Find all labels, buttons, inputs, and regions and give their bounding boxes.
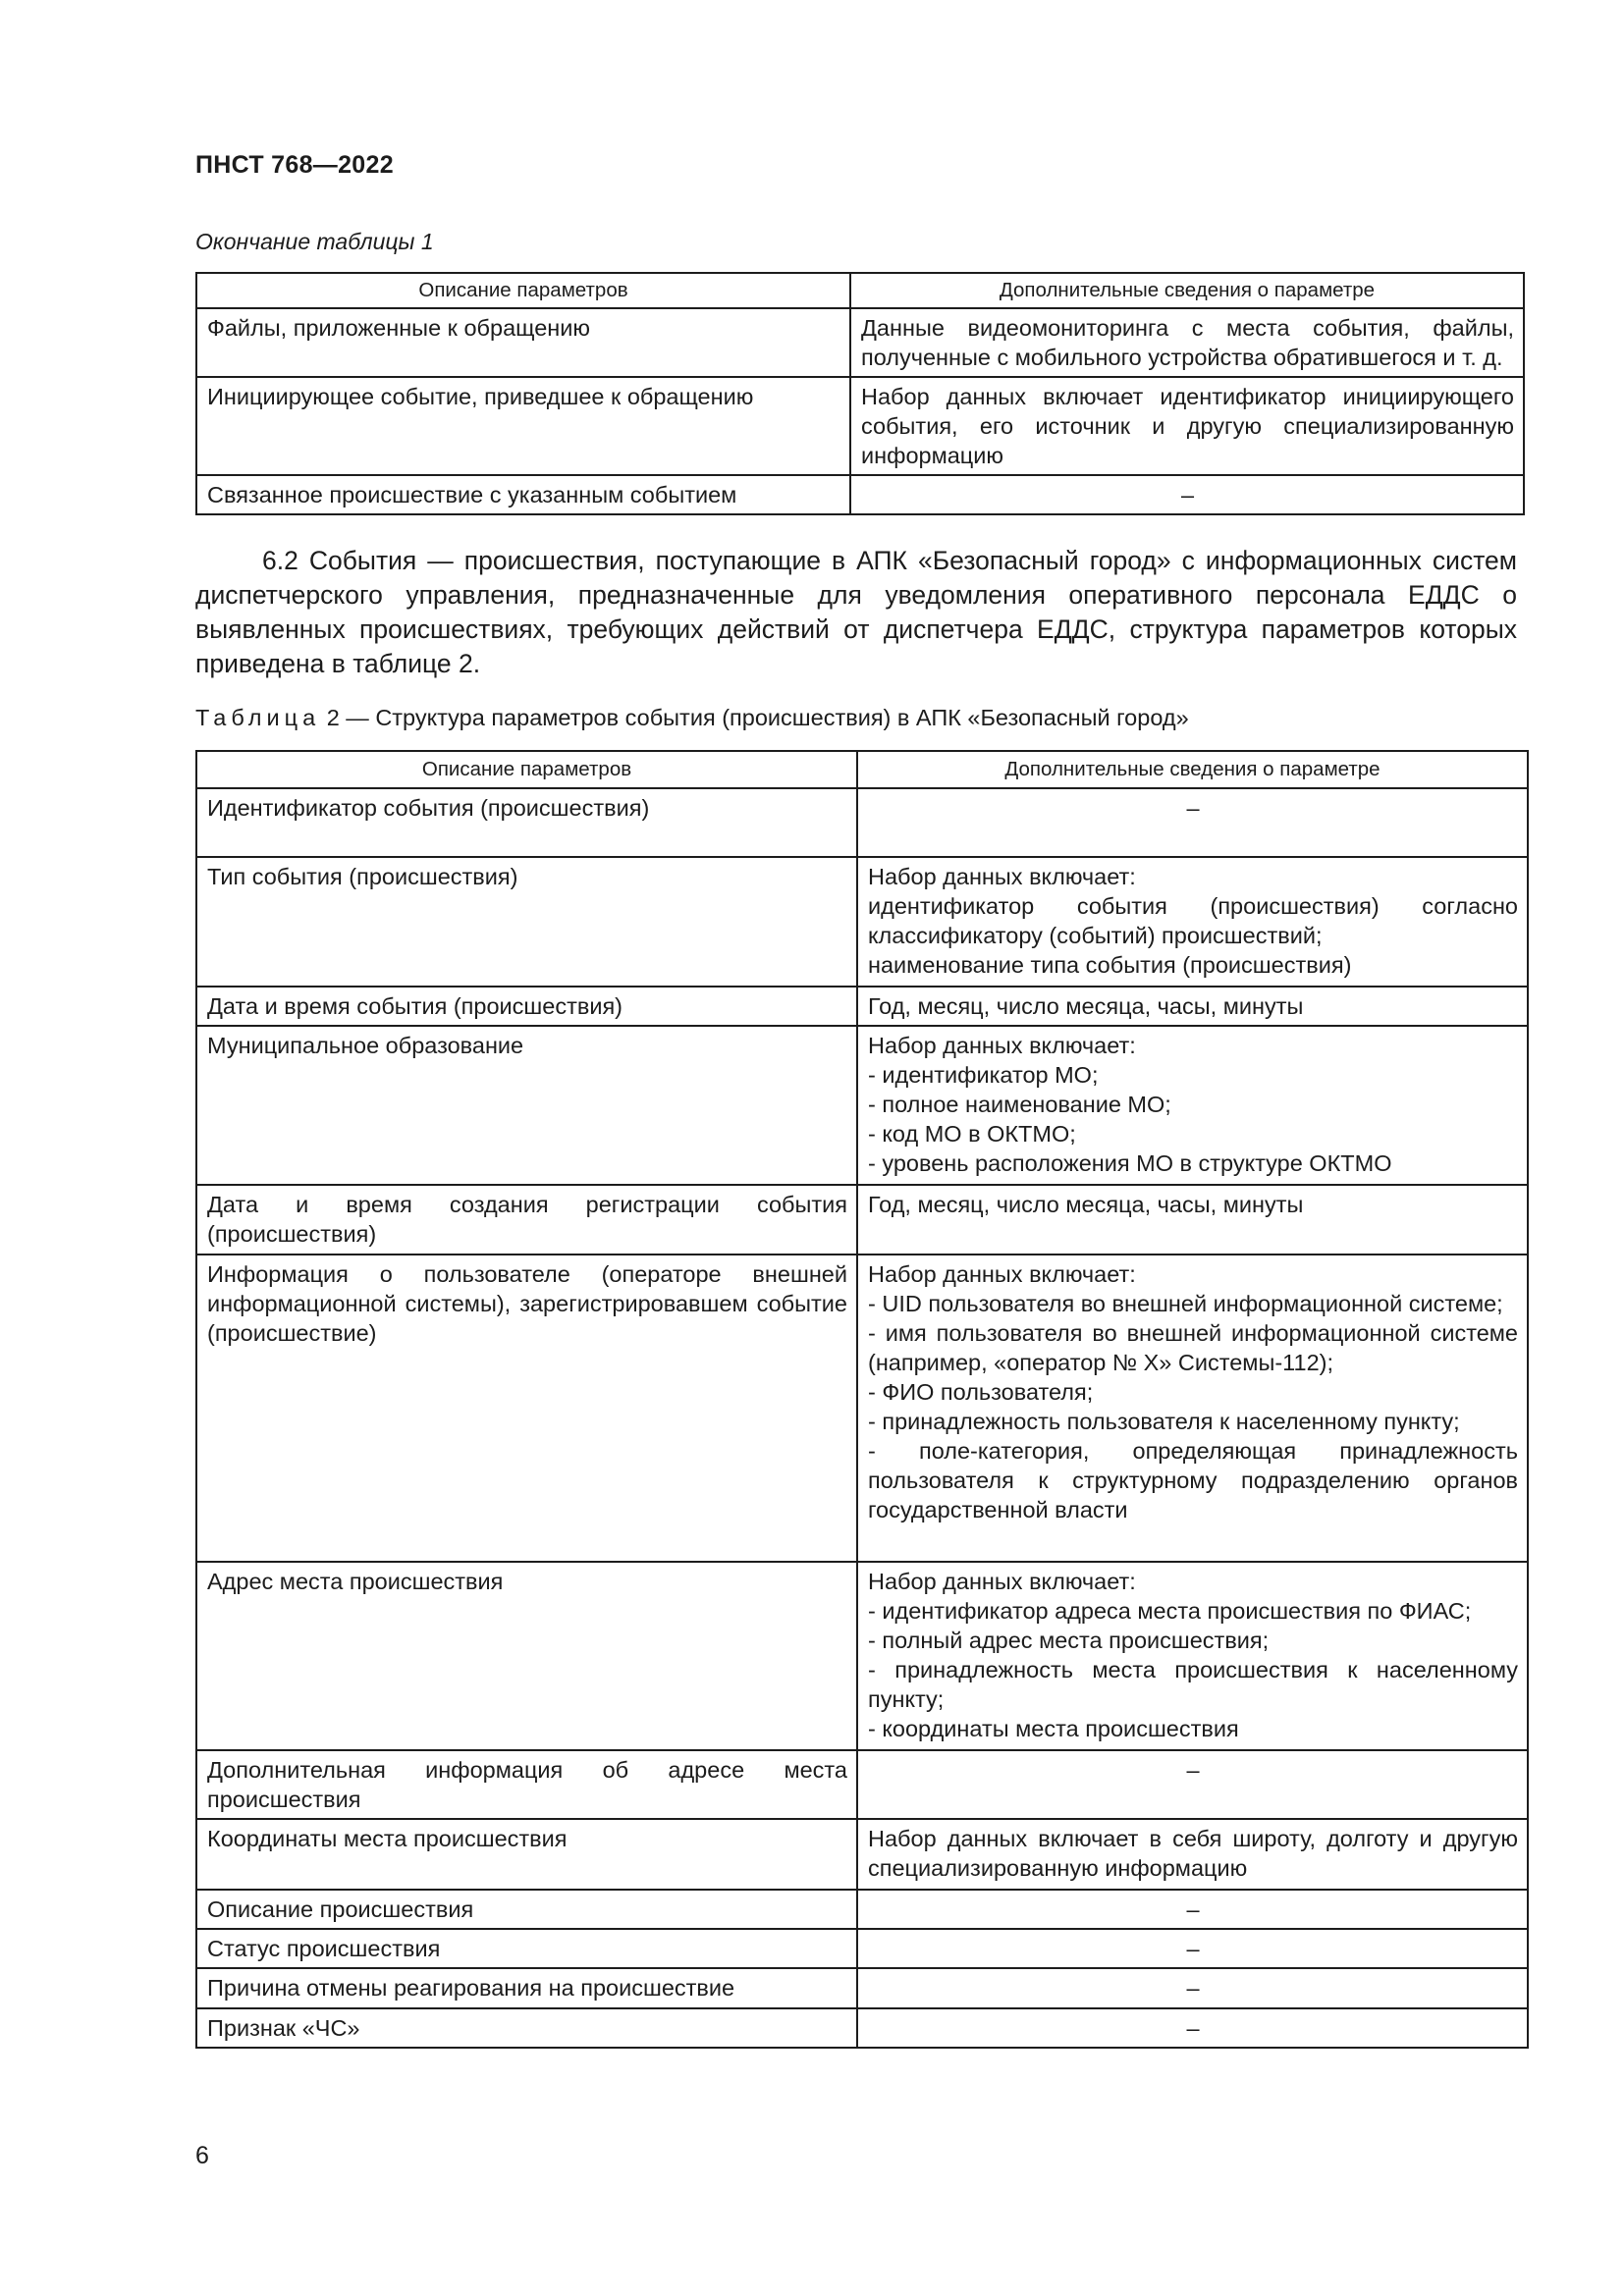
param-cell: Связанное происшествие с указанным событием — [196, 475, 850, 514]
details-cell — [857, 1890, 1528, 1929]
table-row — [196, 475, 1524, 514]
details-cell — [857, 788, 1528, 857]
details-line: - уровень расположения МО в структуре ОКТМО — [868, 1150, 1392, 1176]
details-line: – — [1186, 795, 1200, 821]
details-line: - идентификатор МО; — [868, 1062, 1099, 1088]
page-number: 6 — [195, 2142, 209, 2169]
details-cell — [857, 1562, 1528, 1750]
details-cell: Набор данных включает идентификатор инициирующего события, его источник и другую специализированную информацию — [850, 377, 1524, 475]
details-line: - полный адрес места происшествия; — [868, 1628, 1270, 1653]
table2-header-details: Дополнительные сведения о параметре — [857, 751, 1528, 788]
details-cell — [857, 1968, 1528, 2008]
details-line: - принадлежность места происшествия к населенному пункту; — [868, 1657, 1518, 1712]
details-line: - полное наименование МО; — [868, 1092, 1171, 1117]
param-cell: Признак «ЧС» — [196, 2008, 857, 2048]
table-row — [196, 1968, 1528, 2008]
details-line: - поле-категория, определяющая принадлежность пользователя к структурному подразделению органов государственной власти — [868, 1438, 1518, 1522]
table-row — [196, 1890, 1528, 1929]
details-line: идентификатор события (происшествия) согласно классификатору (событий) происшествий; — [868, 893, 1518, 948]
table1-continuation-label: Окончание таблицы 1 — [195, 229, 434, 254]
table2-caption-label: Таблица — [195, 705, 321, 730]
details-line: Год, месяц, число месяца, часы, минуты — [868, 1192, 1304, 1217]
table-row — [196, 1929, 1528, 1968]
details-cell — [857, 2008, 1528, 2048]
details-line: Набор данных включает: — [868, 1033, 1136, 1058]
param-cell: Координаты места происшествия — [196, 1819, 857, 1890]
param-cell: Дата и время создания регистрации события (происшествия) — [196, 1185, 857, 1255]
details-line: - код МО в ОКТМО; — [868, 1121, 1076, 1147]
details-line: - UID пользователя во внешней информационной системе; — [868, 1291, 1503, 1316]
table1 — [195, 272, 1525, 515]
param-cell: Инициирующее событие, приведшее к обращению — [196, 377, 850, 475]
details-cell — [857, 1929, 1528, 1968]
details-line: Набор данных включает в себя широту, долготу и другую специализированную информацию — [868, 1826, 1518, 1881]
details-cell — [857, 987, 1528, 1026]
details-cell — [857, 1185, 1528, 1255]
details-line: наименование типа события (происшествия) — [868, 952, 1352, 978]
details-cell — [857, 1750, 1528, 1819]
param-cell: Адрес места происшествия — [196, 1562, 857, 1750]
param-cell: Муниципальное образование — [196, 1026, 857, 1185]
param-cell: Идентификатор события (происшествия) — [196, 788, 857, 857]
details-cell — [857, 1255, 1528, 1562]
details-cell: – — [850, 475, 1524, 514]
details-line: – — [1186, 1975, 1200, 2001]
table-row — [196, 1255, 1528, 1562]
table-row — [196, 1819, 1528, 1890]
param-cell: Тип события (происшествия) — [196, 857, 857, 987]
param-cell: Информация о пользователе (операторе внешней информационной системы), зарегистрировавшем событие (происшествие) — [196, 1255, 857, 1562]
param-cell: Файлы, приложенные к обращению — [196, 308, 850, 377]
details-line: Год, месяц, число месяца, часы, минуты — [868, 993, 1304, 1019]
table-row — [196, 377, 1524, 475]
section-paragraph: 6.2 События — происшествия, поступающие в АПК «Безопасный город» с информационных систем диспетчерского управления, предназначенные для уведомления оперативного персонала ЕДДС о выявленных происшествиях, требующих действий от диспетчера ЕДДС, структура параметров которых приведена в таблице 2. — [195, 546, 1517, 678]
table-row — [196, 308, 1524, 377]
param-cell: Статус происшествия — [196, 1929, 857, 1968]
details-line: - имя пользователя во внешней информационной системе (например, «оператор № X» Системы-112); — [868, 1320, 1518, 1375]
details-line: – — [1186, 1757, 1200, 1783]
param-cell: Причина отмены реагирования на происшествие — [196, 1968, 857, 2008]
table-row — [196, 987, 1528, 1026]
details-line: – — [1186, 2015, 1200, 2041]
document-code: ПНСТ 768—2022 — [195, 151, 394, 179]
table2-header-row — [196, 751, 1528, 788]
details-line: - ФИО пользователя; — [868, 1379, 1094, 1405]
details-cell — [857, 1819, 1528, 1890]
table2-caption-text: 2 — Структура параметров события (происшествия) в АПК «Безопасный город» — [326, 705, 1189, 730]
table-row — [196, 1750, 1528, 1819]
details-cell: Данные видеомониторинга с места события, файлы, полученные с мобильного устройства обратившегося и т. д. — [850, 308, 1524, 377]
details-line: Набор данных включает: — [868, 1261, 1136, 1287]
table-row — [196, 857, 1528, 987]
details-line: Набор данных включает: — [868, 864, 1136, 889]
param-cell: Дата и время события (происшествия) — [196, 987, 857, 1026]
table2 — [195, 750, 1529, 2049]
table1-header-row — [196, 273, 1524, 308]
param-cell: Описание происшествия — [196, 1890, 857, 1929]
details-cell — [857, 857, 1528, 987]
details-line: Набор данных включает: — [868, 1569, 1136, 1594]
details-line: - координаты места происшествия — [868, 1716, 1239, 1741]
details-cell — [857, 1026, 1528, 1185]
table2-caption — [195, 705, 1189, 731]
table-row — [196, 1562, 1528, 1750]
table-row — [196, 1185, 1528, 1255]
details-line: – — [1186, 1936, 1200, 1961]
details-line: - принадлежность пользователя к населенному пункту; — [868, 1409, 1460, 1434]
table2-header-param: Описание параметров — [196, 751, 857, 788]
table-row — [196, 2008, 1528, 2048]
details-line: - идентификатор адреса места происшествия по ФИАС; — [868, 1598, 1472, 1624]
details-line: – — [1186, 1896, 1200, 1922]
table-row — [196, 1026, 1528, 1185]
table1-header-param: Описание параметров — [196, 273, 850, 308]
table1-header-details: Дополнительные сведения о параметре — [850, 273, 1524, 308]
table-row — [196, 788, 1528, 857]
param-cell: Дополнительная информация об адресе места происшествия — [196, 1750, 857, 1819]
